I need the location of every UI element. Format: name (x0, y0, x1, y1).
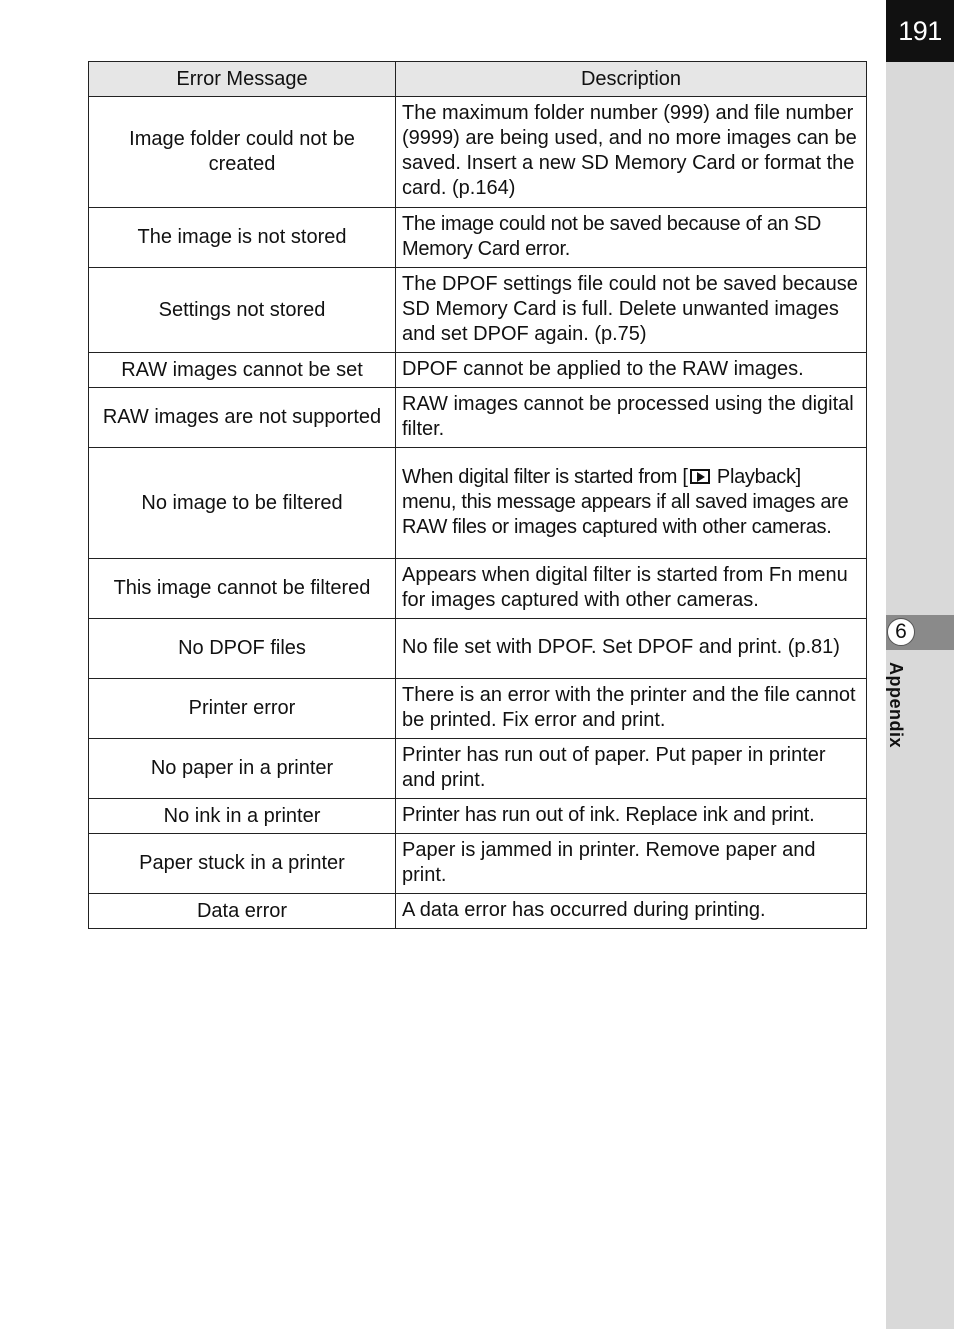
error-message-cell: Data error (89, 894, 396, 929)
table-row (89, 799, 867, 834)
description-cell: DPOF cannot be applied to the RAW images. (396, 353, 867, 388)
error-message-cell: No paper in a printer (89, 739, 396, 799)
chapter-number: 6 (887, 618, 915, 646)
table-row (89, 739, 867, 799)
table-row (89, 268, 867, 353)
table-row (89, 208, 867, 268)
table-row (89, 448, 867, 559)
error-message-cell: Printer error (89, 679, 396, 739)
table-header-row (89, 62, 867, 97)
error-message-cell: Image folder could not be created (89, 97, 396, 208)
description-cell: RAW images cannot be processed using the digital filter. (396, 388, 867, 448)
description-cell: There is an error with the printer and the file cannot be printed. Fix error and print. (396, 679, 867, 739)
description-text-before: When digital filter is started from [ (402, 465, 688, 488)
error-message-cell: Paper stuck in a printer (89, 834, 396, 894)
description-text-after: Playback] menu, this message appears if all saved images are RAW files or images captured with other cameras. (402, 465, 849, 538)
error-message-cell: No DPOF files (89, 619, 396, 679)
description-cell (396, 448, 867, 559)
table-row (89, 388, 867, 448)
description-cell: Printer has run out of paper. Put paper in printer and print. (396, 739, 867, 799)
description-cell: The DPOF settings file could not be saved because SD Memory Card is full. Delete unwanted images and set DPOF again. (p.75) (396, 268, 867, 353)
description-cell: Paper is jammed in printer. Remove paper and print. (396, 834, 867, 894)
description-cell: Appears when digital filter is started from Fn menu for images captured with other cameras. (396, 559, 867, 619)
error-message-cell: Settings not stored (89, 268, 396, 353)
error-message-table (88, 61, 867, 929)
error-message-cell: RAW images cannot be set (89, 353, 396, 388)
column-header-error-message: Error Message (89, 62, 396, 97)
playback-icon (690, 469, 710, 484)
table-row (89, 353, 867, 388)
table-row (89, 679, 867, 739)
error-message-cell: No image to be filtered (89, 448, 396, 559)
error-message-cell: No ink in a printer (89, 799, 396, 834)
error-message-cell: RAW images are not supported (89, 388, 396, 448)
description-cell: A data error has occurred during printing. (396, 894, 867, 929)
description-cell: No file set with DPOF. Set DPOF and print. (p.81) (396, 619, 867, 679)
table-row (89, 619, 867, 679)
description-cell: The image could not be saved because of an SD Memory Card error. (396, 208, 867, 268)
error-message-cell: The image is not stored (89, 208, 396, 268)
page-number: 191 (886, 0, 954, 62)
table-row (89, 559, 867, 619)
table-row (89, 894, 867, 929)
chapter-title: Appendix (886, 662, 906, 749)
table-row (89, 834, 867, 894)
error-message-cell: This image cannot be filtered (89, 559, 396, 619)
description-cell: Printer has run out of ink. Replace ink and print. (396, 799, 867, 834)
description-cell: The maximum folder number (999) and file number (9999) are being used, and no more images can be saved. Insert a new SD Memory Card or format the card. (p.164) (396, 97, 867, 208)
table-row (89, 97, 867, 208)
column-header-description: Description (396, 62, 867, 97)
